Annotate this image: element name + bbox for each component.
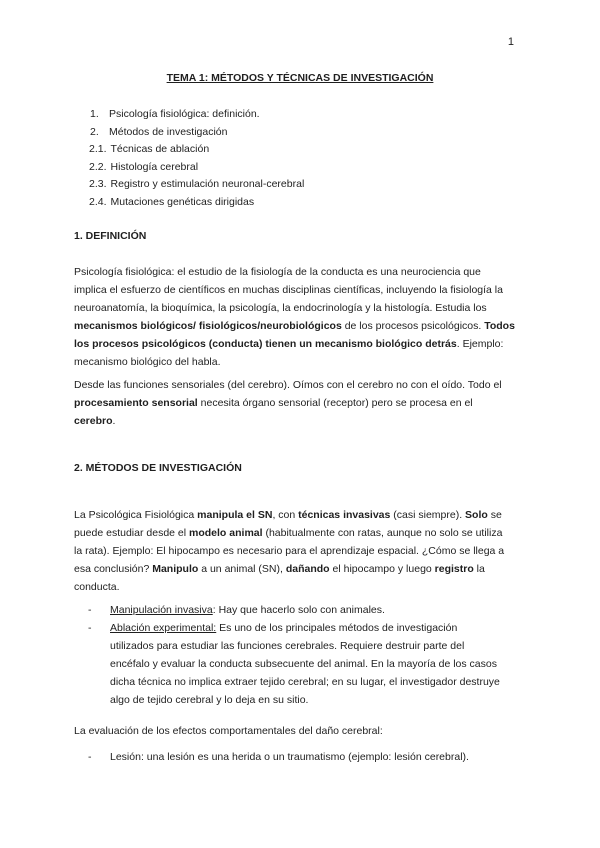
evaluation-bullet-list [88,751,538,769]
text-run: necesita órgano sensorial (receptor) pero se procesa en el [197,397,473,409]
bold-text: mecanismos biológicos/ fisiológicos/neurobiológicos [74,320,342,332]
toc-number: 2.2. [89,160,107,173]
toc-label: Psicología fisiológica: definición. [109,108,260,120]
text-run: , con [272,509,299,521]
text-line: dicha técnica no implica extraer tejido cerebral; en su lugar, el investigador destruye [110,676,500,688]
document-title: TEMA 1: MÉTODOS Y TÉCNICAS DE INVESTIGACIÓN [166,72,434,84]
section-heading-definicion: 1. DEFINICIÓN [74,230,147,242]
text-run: (habitualmente con ratas, aunque no solo se utiliza [262,527,503,539]
toc-label: Histología cerebral [110,160,199,173]
underlined-term: Manipulación invasiva [110,604,213,616]
text-run: de los procesos psicológicos. [341,320,485,332]
text-line [74,317,532,335]
text-line: utilizados para estudiar las funciones cerebrales. Requiere destruir parte del [110,640,465,652]
text-run: : Hay que hacerlo solo con animales. [212,604,385,616]
page-number: 1 [507,36,514,48]
text-line [74,524,532,542]
definition-paragraph [74,263,532,371]
toc-number: 2. [90,125,99,138]
text-line: Psicología fisiológica: el estudio de la fisiología de la conducta es una neurociencia que [74,266,481,278]
text-run: a un animal (SN), [198,563,286,575]
list-item [88,751,538,769]
text-run: (casi siempre). [390,509,466,521]
text-line: algo de tejido cerebral y lo deja en su sitio. [110,694,309,706]
text-line [110,622,538,640]
text-line [74,412,532,430]
bold-text: técnicas invasivas [298,509,391,521]
list-item [88,604,538,622]
text-line [110,604,538,622]
toc-item [89,141,304,159]
toc-number: 2.1. [89,143,107,156]
text-line: conducta. [74,581,120,593]
text-line: mecanismo biológico del habla. [74,356,221,368]
text-line [74,506,532,524]
list-item [88,622,538,712]
text-run: Es uno de los principales métodos de investigación [216,622,458,634]
bold-text: Todos [484,320,515,332]
methods-paragraph [74,506,532,596]
section-heading-metodos: 2. MÉTODOS DE INVESTIGACIÓN [74,462,242,474]
bold-text: modelo animal [189,527,263,539]
text-line: neuroanatomía, la bioquímica, la psicología, la endocrinología y la histología. Estudia los [74,302,487,314]
toc-item [89,159,304,177]
text-line: Desde las funciones sensoriales (del cerebro). Oímos con el cerebro no con el oído. Todo el [74,379,502,391]
text-line: Lesión: una lesión es una herida o un traumatismo (ejemplo: lesión cerebral). [110,751,469,763]
text-line: La evaluación de los efectos comportamentales del daño cerebral: [74,725,383,737]
methods-bullet-list [88,604,538,712]
toc-number: 1. [90,108,99,120]
text-line: implica el esfuerzo de científicos en muchas disciplinas científicas, incluyendo la fisiología la [74,284,503,296]
toc-label: Técnicas de ablación [110,143,210,156]
toc-number: 2.3. [89,178,107,191]
text-line: encéfalo y evaluar la conducta subsecuente del animal. En la mayoría de los casos [110,658,497,670]
text-run: . [112,415,116,427]
text-run: puede estudiar desde el [74,527,190,539]
toc-item [90,106,304,124]
sensory-paragraph [74,376,532,430]
bold-text: dañando [285,563,330,575]
bullet-dash: - [88,604,92,616]
text-run: se [487,509,502,521]
toc-label: Métodos de investigación [109,125,228,138]
bold-text: Solo [465,509,488,521]
underlined-term: Ablación experimental: [110,622,217,634]
bold-text: manipula el SN [197,509,273,521]
bullet-dash: - [88,622,92,634]
table-of-contents [90,106,304,212]
toc-item [89,176,304,194]
text-line [74,560,532,578]
bold-text: registro [434,563,474,575]
bold-text: cerebro [74,415,113,427]
toc-item [90,124,304,142]
text-run: la [473,563,485,575]
text-line: la rata). Ejemplo: El hipocampo es necesario para el aprendizaje espacial. ¿Cómo se llega a [74,545,505,557]
bold-text: los procesos psicológicos (conducta) tienen un mecanismo biológico detrás [74,338,457,350]
bullet-dash: - [88,751,92,763]
toc-number: 2.4. [89,195,107,208]
bold-text: procesamiento sensorial [74,397,198,409]
text-line [74,394,532,412]
bold-text: Manipulo [152,563,199,575]
text-run: La Psicológica Fisiológica [74,509,198,521]
toc-label: Mutaciones genéticas dirigidas [110,195,255,208]
text-line [74,335,532,353]
text-run: el hipocampo y luego [329,563,435,575]
toc-item [89,194,304,212]
evaluation-paragraph [74,722,532,740]
toc-label: Registro y estimulación neuronal-cerebral [110,178,305,191]
text-run: esa conclusión? [74,563,153,575]
text-run: . Ejemplo: [456,338,504,350]
